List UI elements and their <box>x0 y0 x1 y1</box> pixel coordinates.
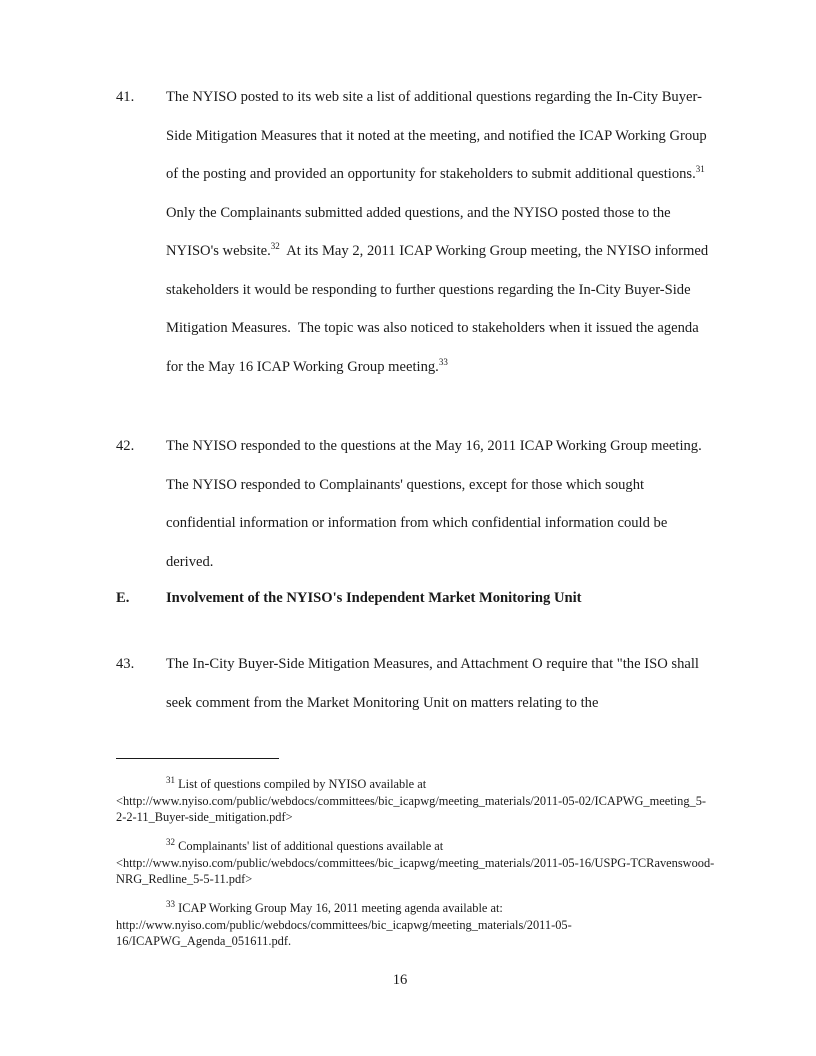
footnote-text: Complainants' list of additional questions available at <http://www.nyiso.com/public/webdocs/committees/bic_icapwg/meeting_materials/2011-05-16/USPG-TCRavenswood-NRG_Redline_5-5-11.pdf> <box>116 839 715 886</box>
footnote-number: 33 <box>166 898 175 909</box>
footnote-31 <box>116 776 716 826</box>
paragraph-text-segment: At its May 2, 2011 ICAP Working Group meeting, the NYISO informed stakeholders it would be responding to further questions regarding the In-City Buyer-Side Mitigation Measures. The topic was also noticed to stakeholders when it issued the agenda for the May 16 ICAP Working Group meeting. <box>166 243 712 375</box>
footnote-number: 32 <box>166 836 175 847</box>
paragraph-text-segment: The NYISO posted to its web site a list of additional questions regarding the In-City Buyer-Side Mitigation Measures that it noted at the meeting, and notified the ICAP Working Group of the posting and provided an opportunity for stakeholders to submit additional questions. <box>166 89 707 182</box>
section-letter: E. <box>116 590 130 606</box>
footnote-text: List of questions compiled by NYISO available at <http://www.nyiso.com/public/webdocs/committees/bic_icapwg/meeting_materials/2011-05-02/ICAPWG_meeting_5-2-2-11_Buyer-side_mitigation.pdf> <box>116 777 707 824</box>
paragraph-text <box>166 78 716 386</box>
paragraph-text-segment: The In-City Buyer-Side Mitigation Measures, and Attachment O require that "the ISO shall seek comment from the Market Monitoring Unit on matters relating to the <box>166 656 699 711</box>
paragraph-number: 42. <box>116 438 135 454</box>
footnote-separator <box>116 758 279 759</box>
paragraph-text-segment: The NYISO responded to the questions at the May 16, 2011 ICAP Working Group meeting. The NYISO responded to Complainants' questions, except for those which sought confidential information or information from which confidential information could be derived. <box>166 438 702 570</box>
paragraph-text <box>166 427 716 581</box>
footnote-text: ICAP Working Group May 16, 2011 meeting agenda available at: http://www.nyiso.com/public/webdocs/committees/bic_icapwg/meeting_materials/2011-05-16/ICAPWG_Agenda_051611.pdf. <box>116 901 572 948</box>
footnote-ref: 32 <box>270 241 280 252</box>
footnote-ref: 31 <box>695 164 705 175</box>
paragraph-text-segment: Only the Complainants submitted added questions, and the NYISO posted those to the NYISO's website. <box>166 166 713 259</box>
paragraph-number: 41. <box>116 89 135 105</box>
paragraph-text <box>166 645 716 722</box>
section-title: Involvement of the NYISO's Independent Market Monitoring Unit <box>166 590 582 606</box>
footnote-33 <box>116 900 716 950</box>
paragraph-number: 43. <box>116 656 135 672</box>
footnote-number: 31 <box>166 774 175 785</box>
footnote-32 <box>116 838 716 888</box>
footnote-ref: 33 <box>438 356 448 367</box>
page-number: 16 <box>392 972 408 988</box>
